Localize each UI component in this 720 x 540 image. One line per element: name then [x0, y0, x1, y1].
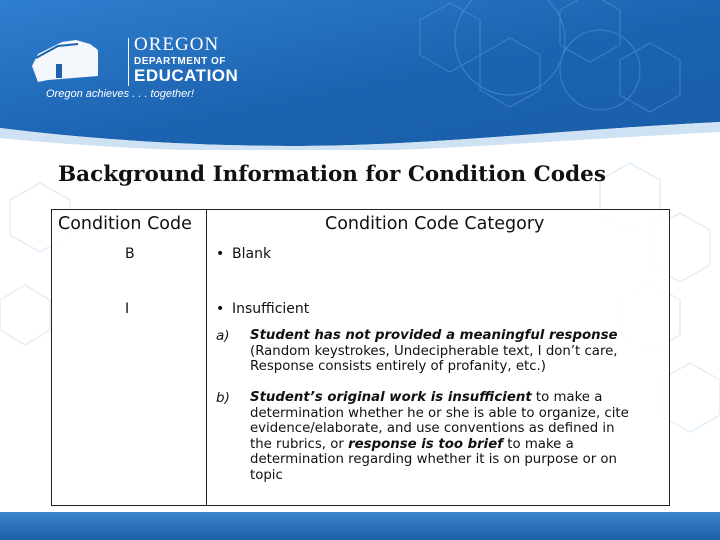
item-b-text: [250, 390, 670, 484]
bullet-icon: •: [216, 246, 225, 262]
item-b-line-2: determination whether he or she is able to organize, cite: [250, 405, 629, 421]
logo-tagline: Oregon achieves . . . together!: [46, 88, 194, 100]
item-b-after-1: to make a: [531, 390, 603, 405]
header-condition-code: Condition Code: [58, 214, 192, 234]
item-a-line-1: (Random keystrokes, Undecipherable text, I don’t care,: [250, 343, 618, 359]
header-condition-code-category: Condition Code Category: [325, 214, 545, 234]
oregon-state-icon: [28, 36, 108, 88]
category-blank: [216, 246, 271, 262]
column-divider: [206, 210, 207, 505]
category-blank-label: Blank: [232, 246, 272, 262]
item-b-after-2: to make a: [503, 436, 574, 452]
footer-band: [0, 512, 720, 540]
item-b-line-5: determination regarding whether it is on purpose or on: [250, 452, 617, 468]
code-cell-b: B: [125, 246, 135, 262]
code-cell-i: I: [125, 301, 130, 317]
item-b-pre-2: the rubrics, or: [250, 436, 349, 452]
item-b-line-6: topic: [250, 467, 283, 483]
logo-divider: [128, 38, 129, 86]
category-insufficient-label: Insufficient: [232, 301, 310, 317]
item-a-emphasis: Student has not provided a meaningful response: [250, 328, 618, 343]
bullet-icon: •: [216, 301, 225, 317]
item-a-label: a): [216, 328, 230, 344]
condition-codes-table: [51, 209, 670, 506]
slide-title: Background Information for Condition Codes: [58, 162, 606, 187]
logo-education-text: EDUCATION: [134, 66, 239, 85]
category-insufficient: [216, 301, 309, 317]
item-b-emphasis-2: response is too brief: [348, 436, 504, 452]
item-a-line-2: Response consists entirely of profanity, etc.): [250, 359, 546, 375]
logo-oregon-text: OREGON: [134, 34, 220, 55]
item-b-label: b): [216, 390, 230, 406]
item-b-emphasis-1: Student’s original work is insufficient: [250, 390, 532, 405]
oregon-education-logo: [28, 34, 238, 104]
logo-department-text: DEPARTMENT OF: [134, 56, 226, 67]
item-b-line-3: evidence/elaborate, and use conventions as defined in: [250, 421, 615, 437]
item-a-text: [250, 328, 670, 375]
